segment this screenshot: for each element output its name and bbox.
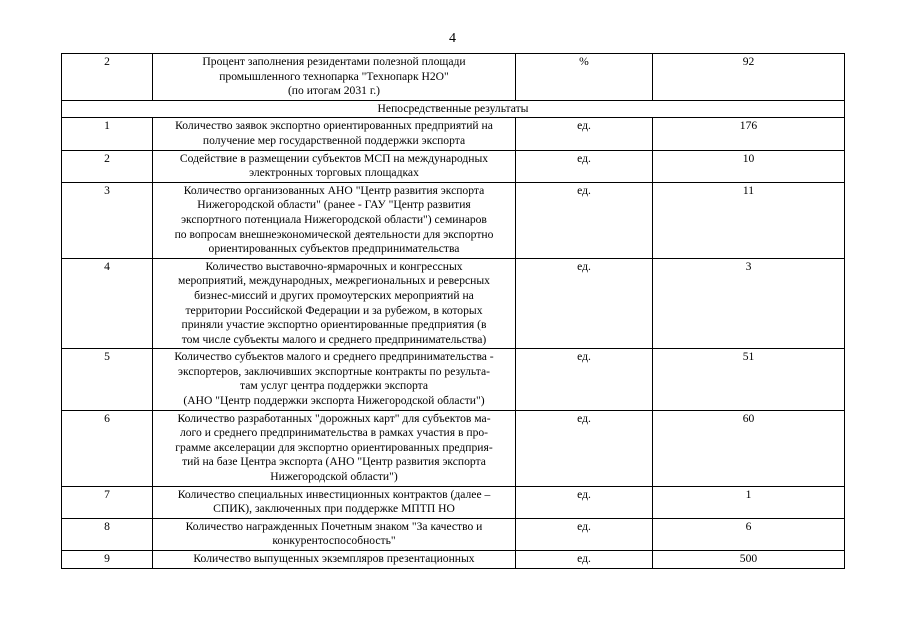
indicator-name: Процент заполнения резидентами полезной площади промышленного технопарка "Технопарк Н2О" (по итогам 2031 г.) [153, 54, 516, 101]
value-cell: 60 [653, 410, 845, 486]
table-row [62, 182, 845, 258]
row-number: 5 [62, 349, 153, 410]
row-number: 2 [62, 150, 153, 182]
row-number: 8 [62, 518, 153, 550]
table-row [62, 410, 845, 486]
unit-cell: ед. [516, 150, 653, 182]
value-cell: 11 [653, 182, 845, 258]
section-title: Непосредственные результаты [62, 100, 845, 118]
table-row [62, 349, 845, 410]
table-row [62, 258, 845, 349]
value-cell: 500 [653, 551, 845, 569]
unit-cell: % [516, 54, 653, 101]
row-number: 9 [62, 551, 153, 569]
indicator-name: Количество субъектов малого и среднего предпринимательства - экспортеров, заключивших экспортные контракты по результа- там услуг центра поддержки экспорта (АНО "Центр поддержки экспорта Нижегородской области") [153, 349, 516, 410]
value-cell: 51 [653, 349, 845, 410]
value-cell: 176 [653, 118, 845, 150]
unit-cell: ед. [516, 118, 653, 150]
table-row [62, 54, 845, 101]
section-header-row [62, 100, 845, 118]
unit-cell: ед. [516, 518, 653, 550]
unit-cell: ед. [516, 349, 653, 410]
page-number: 4 [449, 31, 456, 46]
indicator-name: Количество разработанных "дорожных карт" для субъектов ма- лого и среднего предпринимательства в рамках участия в про- грамме акселерации для экспортно ориентированных предприя- тий на базе Центра экспорта (АНО "Центр развития экспорта Нижегородской области") [153, 410, 516, 486]
row-number: 1 [62, 118, 153, 150]
indicator-name: Количество выпущенных экземпляров презентационных [153, 551, 516, 569]
row-number: 6 [62, 410, 153, 486]
table-row [62, 551, 845, 569]
indicator-name: Количество награжденных Почетным знаком "За качество и конкурентоспособность" [153, 518, 516, 550]
indicator-name: Количество выставочно-ярмарочных и конгрессных мероприятий, международных, межрегиональных и реверсных бизнес-миссий и других промоутерских мероприятий на территории Российской Федерации и за рубежом, в которых приняли участие экспортно ориентированные предприятия (в том числе субъекты малого и среднего предпринимательства) [153, 258, 516, 349]
table-row [62, 518, 845, 550]
table-row [62, 150, 845, 182]
value-cell: 92 [653, 54, 845, 101]
unit-cell: ед. [516, 486, 653, 518]
unit-cell: ед. [516, 182, 653, 258]
table-row [62, 486, 845, 518]
indicators-table [61, 53, 845, 569]
value-cell: 6 [653, 518, 845, 550]
table-row [62, 118, 845, 150]
value-cell: 3 [653, 258, 845, 349]
row-number: 4 [62, 258, 153, 349]
row-number: 3 [62, 182, 153, 258]
rows-body [62, 118, 845, 551]
indicator-name: Количество организованных АНО "Центр развития экспорта Нижегородской области" (ранее - ГАУ "Центр развития экспортного потенциала Нижегородской области") семинаров по вопросам внешнеэкономической деятельности для экспортно ориентированных субъектов предпринимательства [153, 182, 516, 258]
unit-cell: ед. [516, 258, 653, 349]
indicator-name: Количество заявок экспортно ориентированных предприятий на получение мер государственной поддержки экспорта [153, 118, 516, 150]
row-number: 2 [62, 54, 153, 101]
unit-cell: ед. [516, 551, 653, 569]
value-cell: 10 [653, 150, 845, 182]
unit-cell: ед. [516, 410, 653, 486]
indicator-name: Содействие в размещении субъектов МСП на международных электронных торговых площадках [153, 150, 516, 182]
indicator-name: Количество специальных инвестиционных контрактов (далее – СПИК), заключенных при поддержке МПТП НО [153, 486, 516, 518]
row-number: 7 [62, 486, 153, 518]
value-cell: 1 [653, 486, 845, 518]
